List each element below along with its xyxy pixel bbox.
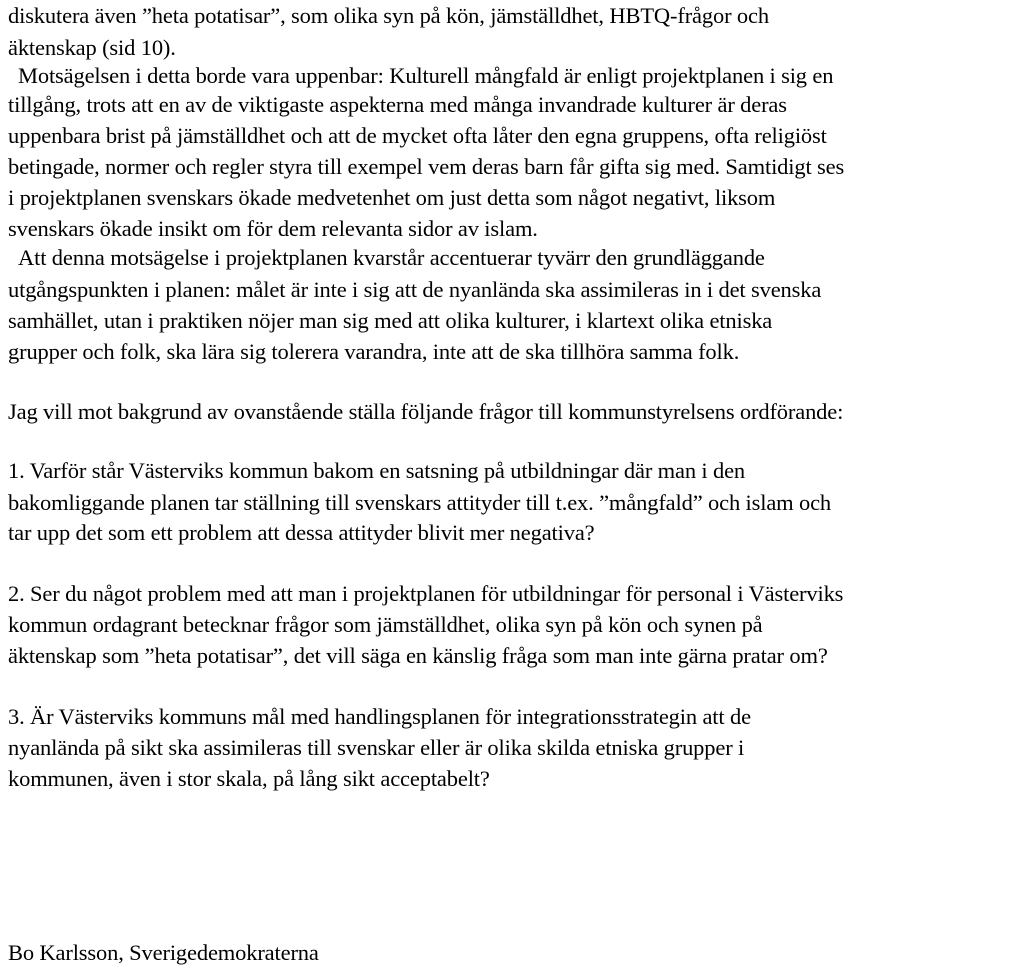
- paragraph-line: tillgång, trots att en av de viktigaste aspekterna med många invandrade kulturer är deras: [8, 92, 787, 117]
- signature: Bo Karlsson, Sverigedemokraterna: [8, 940, 319, 965]
- question-1-line: bakomliggande planen tar ställning till svenskars attityder till t.ex. ”mångfald” och islam och: [8, 490, 832, 515]
- question-2-line: kommun ordagrant betecknar frågor som jämställdhet, olika syn på kön och synen på: [8, 612, 763, 637]
- paragraph-line: utgångspunkten i planen: målet är inte i sig att de nyanlända ska assimileras in i det svenska: [8, 277, 822, 302]
- question-1-line: 1. Varför står Västerviks kommun bakom en satsning på utbildningar där man i den: [8, 458, 746, 483]
- paragraph-line: samhället, utan i praktiken nöjer man sig med att olika kulturer, i klartext olika etniska: [8, 308, 773, 333]
- question-3-line: 3. Är Västerviks kommuns mål med handlingsplanen för integrationsstrategin att de: [8, 704, 751, 729]
- text-line: äktenskap (sid 10).: [8, 35, 176, 60]
- question-3-line: nyanlända på sikt ska assimileras till svenskar eller är olika skilda etniska grupper i: [8, 735, 745, 760]
- paragraph-line: betingade, normer och regler styra till exempel vem deras barn får gifta sig med. Samtidigt ses: [8, 154, 845, 179]
- paragraph-line: Motsägelsen i detta borde vara uppenbar: Kulturell mångfald är enligt projektplanen i sig en: [18, 63, 834, 88]
- text-line: diskutera även ”heta potatisar”, som olika syn på kön, jämställdhet, HBTQ-frågor och: [8, 3, 769, 28]
- question-1-line: tar upp det som ett problem att dessa attityder blivit mer negativa?: [8, 520, 595, 545]
- question-2-line: 2. Ser du något problem med att man i projektplanen för utbildningar för personal i Västerviks: [8, 581, 844, 606]
- question-2-line: äktenskap som ”heta potatisar”, det vill säga en känslig fråga som man inte gärna pratar om?: [8, 643, 828, 668]
- paragraph-line: Att denna motsägelse i projektplanen kvarstår accentuerar tyvärr den grundläggande: [18, 245, 765, 270]
- paragraph-line: grupper och folk, ska lära sig tolerera varandra, inte att de ska tillhöra samma folk.: [8, 339, 740, 364]
- paragraph-line: i projektplanen svenskars ökade medvetenhet om just detta som något negativt, liksom: [8, 185, 776, 210]
- paragraph-line: svenskars ökade insikt om för dem relevanta sidor av islam.: [8, 216, 538, 241]
- question-3-line: kommunen, även i stor skala, på lång sikt acceptabelt?: [8, 766, 490, 791]
- paragraph-line: uppenbara brist på jämställdhet och att de mycket ofta låter den egna gruppens, ofta religiöst: [8, 123, 827, 148]
- intro-question-line: Jag vill mot bakgrund av ovanstående ställa följande frågor till kommunstyrelsens ordförande:: [8, 399, 844, 424]
